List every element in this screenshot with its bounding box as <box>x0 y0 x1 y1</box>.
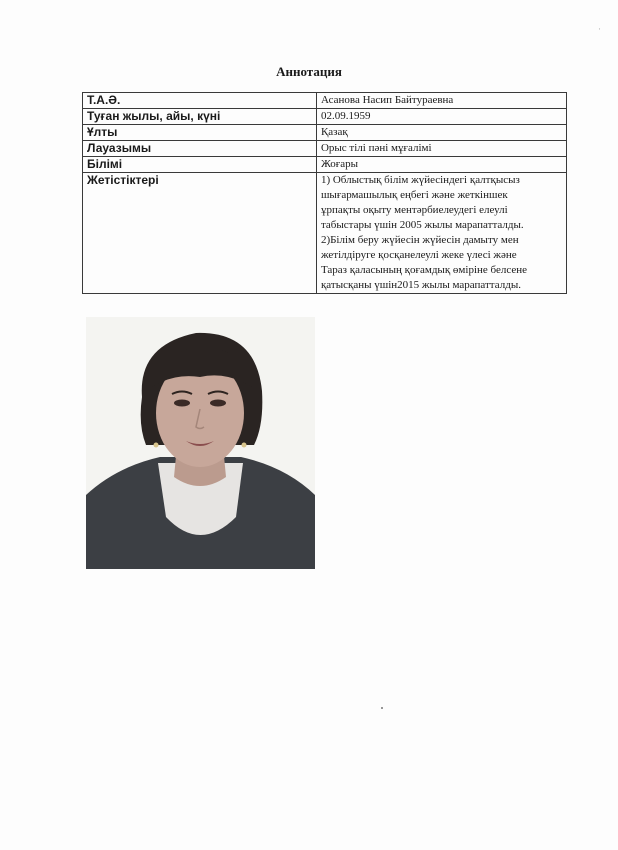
table-row <box>83 109 567 125</box>
info-table <box>82 92 567 294</box>
row-label-name: Т.А.Ә. <box>83 93 317 109</box>
achievement-line: 1) Облыстық білім жүйесіндегі қалтқысыз <box>320 174 520 186</box>
row-value-nationality: Қазақ <box>316 125 566 141</box>
table-row <box>83 125 567 141</box>
achievement-line: 2)Білім беру жүйесін жүйесін дамыту мен <box>320 234 519 246</box>
row-value-education: Жоғары <box>316 157 566 173</box>
row-label-birthdate: Туған жылы, айы, күні <box>83 109 317 125</box>
achievement-line: қатысқаны үшін2015 жылы марапатталды. <box>320 279 521 291</box>
row-label-position: Лауазымы <box>83 141 317 157</box>
row-label-nationality: Ұлты <box>83 125 317 141</box>
achievement-line: ұрпақты оқыту ментәрбиелеудегі елеулі <box>320 204 508 216</box>
table-row <box>83 157 567 173</box>
right-eye <box>210 400 226 407</box>
table-row <box>83 93 567 109</box>
left-earring <box>154 443 159 448</box>
achievement-line: табыстары үшін 2005 жылы марапатталды. <box>320 219 524 231</box>
left-eye <box>174 400 190 407</box>
row-label-achievements: Жетістіктері <box>83 173 317 294</box>
row-label-education: Білімі <box>83 157 317 173</box>
achievement-line: шығармашылық еңбегі және жеткіншек <box>320 189 508 201</box>
speck <box>381 707 383 709</box>
page-title: Аннотация <box>276 64 342 79</box>
right-earring <box>242 443 247 448</box>
scan-mark: · <box>598 24 601 34</box>
table-row <box>83 173 567 294</box>
row-value-birthdate: 02.09.1959 <box>316 109 566 125</box>
portrait-illustration <box>86 317 315 569</box>
portrait-photo <box>86 317 315 569</box>
achievement-line: Тараз қаласының қоғамдық өміріне белсене <box>320 264 528 276</box>
row-value-position: Орыс тілі пәні мұғалімі <box>316 141 566 157</box>
achievement-line: жетілдіруге қосқанелеулі жеке үлесі және <box>320 249 517 261</box>
row-value-achievements <box>316 173 566 294</box>
table-row <box>83 141 567 157</box>
row-value-name: Асанова Насип Байтураевна <box>316 93 566 109</box>
